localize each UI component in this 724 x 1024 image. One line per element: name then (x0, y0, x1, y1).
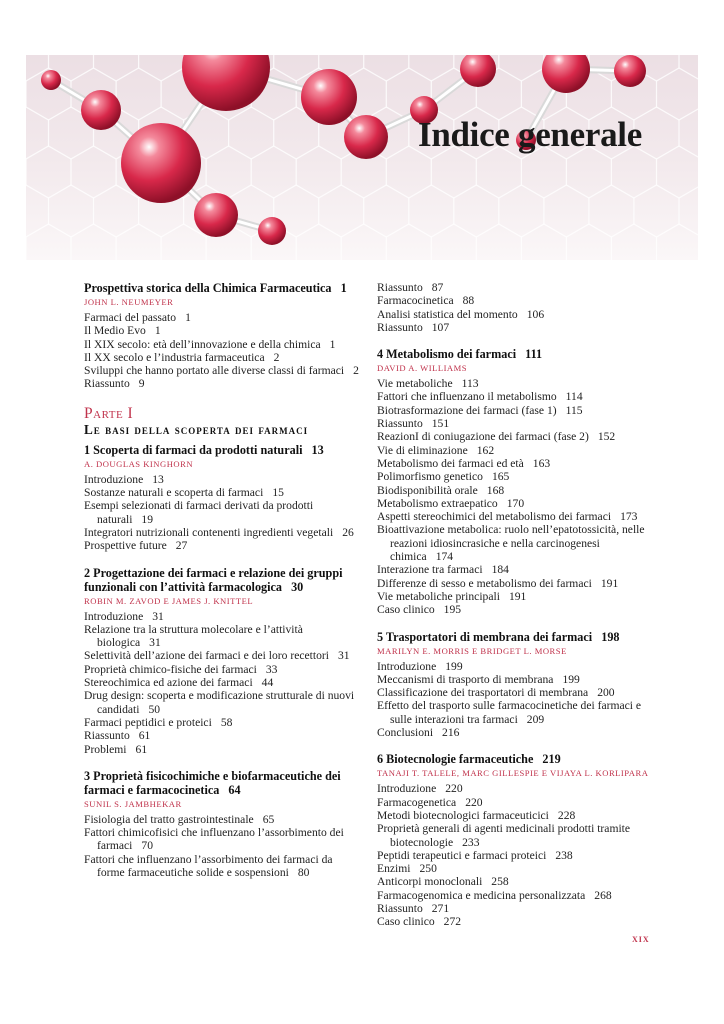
entry-title: Farmacocinetica (377, 294, 454, 308)
entry-title: Stereochimica ed azione dei farmaci (84, 676, 253, 690)
toc-entry[interactable] (84, 377, 362, 390)
chapter-title: 3 Proprietà fisicochimiche e biofarmaceutiche dei farmaci e farmacocinetica (84, 768, 341, 797)
entry-title: Il Medio Evo (84, 324, 146, 338)
chapter-author: SUNIL S. JAMBHEKAR (84, 798, 182, 809)
entry-page-number: 199 (445, 659, 463, 673)
chapter-title: 5 Trasportatori di membrana dei farmaci (377, 629, 593, 644)
entry-page-number: 195 (443, 603, 462, 617)
toc-entry[interactable] (377, 577, 653, 590)
entry-page-number: 115 (565, 403, 583, 417)
entry-page-number: 163 (532, 456, 551, 470)
toc-entry[interactable] (84, 676, 362, 689)
toc-entry[interactable] (84, 623, 362, 650)
entry-title: Classificazione dei trasportatori di membrana (377, 686, 589, 700)
toc-left-column (84, 281, 362, 892)
toc-entry[interactable] (377, 484, 653, 497)
chapter-heading[interactable] (377, 752, 653, 766)
toc-entry[interactable] (377, 726, 653, 739)
chapter-page-number: 111 (525, 347, 543, 362)
entry-title: Introduzione (377, 659, 437, 673)
toc-entry[interactable] (377, 444, 653, 457)
chapter-author: ROBIN M. ZAVOD E JAMES J. KNITTEL (84, 595, 254, 606)
entry-page-number: 9 (138, 377, 145, 391)
entry-title: Fattori che influenzano il metabolismo (377, 390, 557, 404)
entry-page-number: 19 (141, 512, 154, 526)
toc-entry[interactable] (377, 510, 653, 523)
entry-title: Anticorpi monoclonali (377, 875, 483, 889)
entry-title: Proprietà chimico-fisiche dei farmaci (84, 662, 257, 676)
toc-entry[interactable] (84, 499, 362, 526)
entry-page-number: 271 (431, 901, 450, 915)
entry-page-number: 2 (273, 350, 280, 364)
entry-page-number: 165 (491, 470, 510, 484)
chapter-author: A. DOUGLAS KINGHORN (84, 458, 194, 469)
entry-title: Metabolismo dei farmaci ed età (377, 456, 524, 470)
entry-page-number: 1 (329, 337, 336, 351)
entry-title: Differenze di sesso e metabolismo dei farmaci (377, 576, 592, 590)
entry-title: Farmaci peptidici e proteici (84, 715, 212, 729)
toc-entry[interactable] (377, 497, 653, 510)
toc-entry[interactable] (377, 430, 653, 443)
entry-title: Riassunto (377, 320, 423, 334)
entry-title: Riassunto (377, 417, 423, 431)
entry-page-number: 2 (353, 364, 359, 378)
entry-title: Conclusioni (377, 726, 434, 740)
toc-entry[interactable] (377, 563, 653, 576)
entry-title: Polimorfismo genetico (377, 470, 483, 484)
toc-entry[interactable] (84, 826, 362, 853)
entry-title: Introduzione (84, 609, 144, 623)
chapter-page-number: 198 (601, 629, 620, 644)
atom-sphere (194, 193, 238, 237)
molecule-illustration (26, 55, 698, 260)
toc-entry[interactable] (84, 663, 362, 676)
entry-title: Fattori che influenzano l’assorbimento dei farmaci da forme farmaceutiche solide e sospensioni (84, 852, 333, 880)
entry-page-number: 87 (431, 281, 444, 294)
toc-entry[interactable] (377, 875, 653, 888)
atom-sphere (81, 90, 121, 130)
entry-title: Bioattivazione metabolica: ruolo nell’epatotossicità, nelle reazioni idiosincrasiche e nella carcinogenesi chimica (377, 523, 645, 564)
entry-page-number: 220 (445, 782, 463, 796)
entry-page-number: 152 (597, 430, 616, 444)
entry-title: Vie di eliminazione (377, 443, 468, 457)
entry-title: Il XIX secolo: età dell’innovazione e della chimica (84, 337, 321, 351)
entry-title: Vie metaboliche principali (377, 589, 500, 603)
entry-page-number: 58 (220, 715, 233, 729)
chapter-heading[interactable] (84, 769, 362, 797)
entry-title: Prospettive future (84, 539, 167, 553)
toc-entry[interactable] (377, 796, 653, 809)
atom-sphere (258, 217, 286, 245)
toc-entry[interactable] (84, 526, 362, 539)
entry-title: Metabolismo extraepatico (377, 496, 498, 510)
toc-entry[interactable] (377, 862, 653, 875)
entry-page-number: 44 (261, 676, 274, 690)
toc-entry[interactable] (377, 822, 653, 849)
chapter-page-number: 219 (542, 752, 561, 767)
entry-title: Farmacogenomica e medicina personalizzata (377, 888, 586, 902)
toc-entry[interactable] (84, 351, 362, 364)
entry-title: Analisi statistica del momento (377, 307, 518, 321)
toc-entry[interactable] (377, 308, 653, 321)
entry-title: Il XX secolo e l’industria farmaceutica (84, 350, 265, 364)
toc-entry[interactable] (377, 915, 653, 928)
toc-entry[interactable] (377, 321, 653, 334)
toc-entry[interactable] (84, 743, 362, 756)
entry-page-number: 114 (565, 390, 583, 404)
entry-title: Proprietà generali di agenti medicinali prodotti tramite biotecnologie (377, 822, 631, 849)
entry-title: Caso clinico (377, 603, 435, 617)
entry-page-number: 88 (462, 294, 475, 308)
entry-title: Selettività dell’azione dei farmaci e dei loro recettori (84, 649, 329, 663)
entry-title: Biotrasformazione dei farmaci (fase 1) (377, 403, 557, 417)
entry-page-number: 26 (342, 525, 354, 539)
entry-title: Metodi biotecnologici farmaceuticici (377, 808, 549, 822)
entry-page-number: 27 (175, 539, 188, 553)
entry-title: Sviluppi che hanno portato alle diverse classi di farmaci (84, 364, 345, 378)
toc-entry[interactable] (377, 699, 653, 726)
part-name: Le basi della scoperta dei farmaci (84, 421, 309, 437)
entry-page-number: 31 (337, 649, 350, 663)
toc-entry[interactable] (84, 610, 362, 623)
entry-page-number: 184 (491, 563, 509, 577)
atom-sphere (614, 55, 646, 87)
atom-sphere (344, 115, 388, 159)
toc-entry[interactable] (84, 813, 362, 826)
atom-sphere (182, 55, 270, 111)
entry-page-number: 31 (152, 609, 164, 623)
entry-page-number: 216 (442, 726, 460, 740)
entry-page-number: 50 (148, 702, 161, 716)
chapter-heading[interactable] (84, 443, 362, 457)
toc-entry[interactable] (84, 473, 362, 486)
entry-page-number: 15 (272, 486, 284, 500)
chapter-page-number: 30 (291, 579, 304, 594)
atom-sphere (121, 123, 201, 203)
entry-page-number: 113 (461, 377, 479, 391)
entry-title: Aspetti stereochimici del metabolismo dei farmaci (377, 510, 612, 524)
entry-title: Integratori nutrizionali contenenti ingredienti vegetali (84, 525, 334, 539)
atom-sphere (41, 70, 61, 90)
entry-title: Introduzione (84, 472, 144, 486)
entry-page-number: 168 (486, 483, 505, 497)
entry-title: Esempi selezionati di farmaci derivati da prodotti naturali (84, 499, 314, 526)
page-number: xix (632, 933, 650, 945)
entry-page-number: 170 (506, 496, 525, 510)
toc-entry[interactable] (377, 470, 653, 483)
entry-page-number: 151 (431, 417, 450, 431)
entry-page-number: 61 (135, 742, 148, 756)
atom-sphere (542, 55, 590, 93)
toc-chapter (84, 443, 362, 553)
chapter-page-number: 1 (340, 281, 347, 295)
chapter-title: 6 Biotecnologie farmaceutiche (377, 752, 534, 767)
header-banner (26, 55, 698, 260)
entry-page-number: 268 (594, 888, 612, 902)
entry-page-number: 272 (443, 915, 462, 929)
toc-entry[interactable] (377, 889, 653, 902)
toc-entry[interactable] (84, 364, 362, 377)
entry-page-number: 1 (154, 324, 161, 338)
entry-title: Effetto del trasporto sulle farmacocinetiche dei farmaci e sulle interazioni tra farmaci (377, 699, 642, 726)
entry-page-number: 220 (465, 795, 483, 809)
chapter-title: 4 Metabolismo dei farmaci (377, 347, 517, 362)
toc-entry[interactable] (84, 311, 362, 324)
entry-page-number: 191 (600, 576, 619, 590)
entry-page-number: 191 (508, 589, 527, 603)
entry-page-number: 31 (149, 636, 161, 650)
part-label: Parte I (84, 404, 134, 422)
chapter-title: Prospettiva storica della Chimica Farmaceutica (84, 281, 332, 295)
entry-page-number: 250 (419, 862, 437, 876)
entry-page-number: 238 (555, 848, 573, 862)
entry-page-number: 13 (152, 472, 164, 486)
chapter-title: 1 Scoperta di farmaci da prodotti naturali (84, 442, 303, 457)
chapter-heading[interactable] (84, 281, 362, 295)
toc-entry[interactable] (84, 486, 362, 499)
entry-title: Riassunto (84, 377, 130, 391)
entry-title: Relazione tra la struttura molecolare e l’attività biologica (84, 622, 303, 650)
entry-page-number: 107 (431, 320, 450, 334)
toc-entry[interactable] (377, 457, 653, 470)
toc-entry[interactable] (377, 603, 653, 616)
entry-title: Fisiologia del tratto gastrointestinale (84, 812, 254, 826)
entry-title: Introduzione (377, 782, 437, 796)
toc-entry[interactable] (377, 281, 653, 294)
entry-page-number: 61 (138, 729, 151, 743)
toc-entry[interactable] (377, 523, 653, 563)
entry-title: ReazionI di coniugazione dei farmaci (fase 2) (377, 430, 589, 444)
toc-entry[interactable] (377, 809, 653, 822)
entry-title: Interazione tra farmaci (377, 563, 483, 577)
entry-title: Farmaci del passato (84, 311, 177, 324)
entry-page-number: 70 (141, 839, 153, 853)
toc-chapter (377, 347, 653, 616)
toc-entry[interactable] (84, 853, 362, 880)
entry-title: Vie metaboliche (377, 377, 453, 391)
entry-title: Caso clinico (377, 915, 435, 929)
entry-title: Peptidi terapeutici e farmaci proteici (377, 848, 547, 862)
chapter-author: JOHN L. NEUMEYER (84, 297, 174, 307)
toc-entry[interactable] (84, 716, 362, 729)
toc-entry[interactable] (84, 689, 362, 716)
toc-chapter (377, 752, 653, 928)
entry-title: Riassunto (84, 729, 130, 743)
toc-entry[interactable] (377, 686, 653, 699)
toc-entry[interactable] (84, 539, 362, 552)
toc-entry[interactable] (377, 390, 653, 403)
chapter-heading[interactable] (377, 347, 653, 361)
chapter-author: TANAJI T. TALELE, MARC GILLESPIE E VIJAYA L. KORLIPARA (377, 768, 649, 779)
entry-page-number: 80 (297, 866, 310, 880)
toc-entry[interactable] (84, 729, 362, 742)
entry-title: Farmacogenetica (377, 795, 457, 809)
chapter-heading[interactable] (84, 566, 362, 594)
toc-chapter (377, 630, 653, 740)
entry-page-number: 174 (435, 550, 454, 564)
entry-title: Meccanismi di trasporto di membrana (377, 672, 554, 686)
entry-page-number: 199 (562, 672, 580, 686)
toc-chapter (84, 769, 362, 879)
toc-chapter (84, 566, 362, 756)
toc-chapter (84, 281, 362, 391)
chapter-author: MARILYN E. MORRIS E BRIDGET L. MORSE (377, 645, 567, 656)
page-title: Indice generale (418, 115, 642, 154)
entry-page-number: 233 (462, 835, 480, 849)
chapter-heading[interactable] (377, 630, 653, 644)
entry-page-number: 228 (557, 808, 576, 822)
entry-page-number: 65 (262, 812, 275, 826)
toc-entry[interactable] (377, 902, 653, 915)
entry-title: Problemi (84, 742, 127, 756)
toc-entry[interactable] (84, 649, 362, 662)
entry-page-number: 173 (620, 510, 638, 524)
toc-entry[interactable] (377, 377, 653, 390)
toc-entry[interactable] (377, 660, 653, 673)
entry-page-number: 33 (265, 662, 278, 676)
entry-title: Sostanze naturali e scoperta di farmaci (84, 486, 264, 500)
entry-title: Riassunto (377, 281, 423, 294)
chapter-title: 2 Progettazione dei farmaci e relazione dei gruppi funzionali con l’attività farmacologica (84, 565, 343, 594)
chapter-author: DAVID A. WILLIAMS (377, 363, 468, 374)
toc-entry[interactable] (84, 338, 362, 351)
entry-title: Riassunto (377, 901, 423, 915)
toc-entry[interactable] (377, 849, 653, 862)
toc-entry[interactable] (377, 404, 653, 417)
toc-entry[interactable] (84, 324, 362, 337)
entry-page-number: 106 (526, 307, 545, 321)
toc-entry[interactable] (377, 673, 653, 686)
entry-title: Enzimi (377, 862, 411, 876)
chapter-page-number: 64 (228, 782, 241, 797)
entry-page-number: 258 (491, 875, 509, 889)
toc-entry[interactable] (377, 590, 653, 603)
toc-entry[interactable] (377, 417, 653, 430)
entry-page-number: 162 (476, 443, 495, 457)
entry-title: Fattori chimicofisici che influenzano l’assorbimento dei farmaci (84, 826, 344, 853)
entry-page-number: 1 (185, 311, 191, 324)
toc-entry[interactable] (377, 782, 653, 795)
entry-title: Biodisponibilità orale (377, 483, 478, 497)
entry-page-number: 209 (526, 712, 545, 726)
toc-right-column (377, 281, 653, 942)
entry-title: Drug design: scoperta e modificazione strutturale di nuovi candidati (84, 689, 355, 716)
atom-sphere (301, 69, 357, 125)
chapter-page-number: 13 (311, 442, 324, 457)
entry-page-number: 200 (597, 686, 615, 700)
toc-entry[interactable] (377, 294, 653, 307)
